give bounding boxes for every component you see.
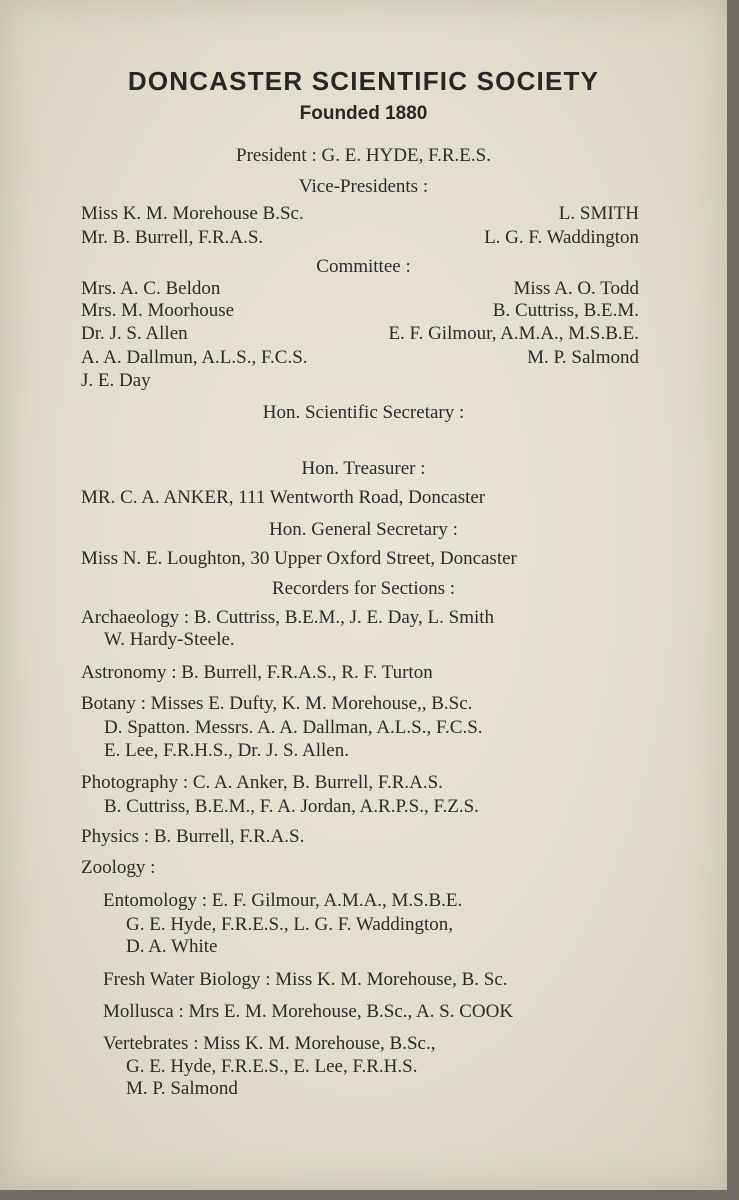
recorders-heading: Recorders for Sections : [271, 578, 456, 599]
recorder-line: Astronomy : B. Burrell, F.R.A.S., R. F. Turton [81, 662, 433, 683]
committee-member: Dr. J. S. Allen [81, 323, 188, 344]
society-title: DONCASTER SCIENTIFIC SOCIETY [127, 66, 600, 96]
president-line: President : G. E. HYDE, F.R.E.S. [236, 145, 491, 166]
committee-member: E. F. Gilmour, A.M.A., M.S.B.E. [388, 323, 639, 344]
recorder-line: E. Lee, F.R.H.S., Dr. J. S. Allen. [104, 740, 349, 761]
committee-member: J. E. Day [81, 370, 151, 391]
recorder-line: Vertebrates : Miss K. M. Morehouse, B.Sc., [103, 1033, 436, 1054]
committee-member: M. P. Salmond [527, 347, 639, 368]
recorder-line: G. E. Hyde, F.R.E.S., L. G. F. Waddington, [126, 914, 454, 935]
recorder-line: Zoology : [81, 857, 156, 878]
recorder-line: Archaeology : B. Cuttriss, B.E.M., J. E. Day, L. Smith [81, 607, 495, 628]
recorder-line: Botany : Misses E. Dufty, K. M. Morehouse,, B.Sc. [81, 693, 473, 714]
recorder-line: M. P. Salmond [126, 1078, 238, 1099]
recorder-line: D. A. White [126, 936, 218, 957]
vice-president-left: Mr. B. Burrell, F.R.A.S. [81, 227, 264, 248]
hon-treasurer-name: MR. C. A. ANKER, 111 Wentworth Road, Doncaster [81, 487, 486, 508]
committee-heading: Committee : [316, 256, 411, 277]
recorder-line: Photography : C. A. Anker, B. Burrell, F.R.A.S. [81, 772, 443, 793]
hon-scientific-secretary-heading: Hon. Scientific Secretary : [262, 402, 465, 423]
committee-member: Mrs. A. C. Beldon [81, 278, 221, 299]
recorder-line: Physics : B. Burrell, F.R.A.S. [81, 826, 305, 847]
recorder-line: Fresh Water Biology : Miss K. M. Morehouse, B. Sc. [103, 969, 508, 990]
committee-member: A. A. Dallmun, A.L.S., F.C.S. [81, 347, 308, 368]
hon-treasurer-heading: Hon. Treasurer : [301, 458, 426, 479]
vice-president-left: Miss K. M. Morehouse B.Sc. [81, 203, 304, 224]
recorder-line: W. Hardy-Steele. [104, 629, 235, 650]
recorder-line: G. E. Hyde, F.R.E.S., E. Lee, F.R.H.S. [126, 1056, 418, 1077]
vice-president-right: L. SMITH [558, 203, 639, 224]
hon-general-secretary-heading: Hon. General Secretary : [269, 519, 458, 540]
recorder-line: Mollusca : Mrs E. M. Morehouse, B.Sc., A. S. COOK [103, 1001, 514, 1022]
committee-member: Miss A. O. Todd [513, 278, 639, 299]
vice-presidents-heading: Vice-Presidents : [298, 176, 429, 197]
committee-member: B. Cuttriss, B.E.M. [492, 300, 639, 321]
recorder-line: Entomology : E. F. Gilmour, A.M.A., M.S.B.E. [103, 890, 463, 911]
hon-general-secretary-name: Miss N. E. Loughton, 30 Upper Oxford Street, Doncaster [81, 548, 517, 569]
founded-year: Founded 1880 [299, 103, 428, 124]
committee-member: Mrs. M. Moorhouse [81, 300, 235, 321]
vice-president-right: L. G. F. Waddington [484, 227, 639, 248]
recorder-line: B. Cuttriss, B.E.M., F. A. Jordan, A.R.P.S., F.Z.S. [104, 796, 479, 817]
recorder-line: D. Spatton. Messrs. A. A. Dallman, A.L.S., F.C.S. [104, 717, 483, 738]
